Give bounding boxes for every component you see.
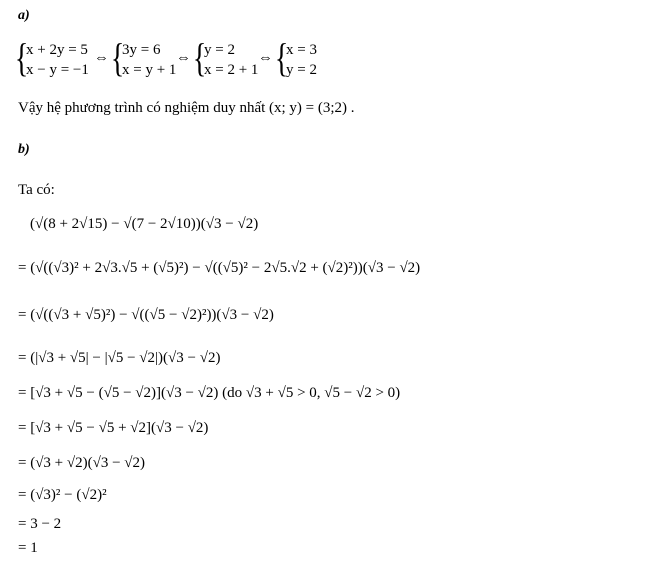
equivalence-symbol: ⇔	[176, 50, 191, 66]
system-2-row-1: 3y = 6	[122, 42, 161, 58]
system-4	[274, 35, 334, 82]
step-8: = (√3)² − (√2)²	[18, 487, 107, 503]
system-3-row-2: x = 2 + 1	[204, 62, 259, 78]
step-2: = (√((√3)² + 2√3.√5 + (√5)²) − √((√5)² − 2√5.√2 + (√2)²))(√3 − √2)	[18, 260, 421, 276]
part-b-label: b)	[18, 142, 30, 157]
step-10: = 1	[18, 540, 38, 556]
part-b-intro: Ta có:	[18, 182, 55, 198]
equivalence-symbol: ⇔	[258, 50, 273, 66]
system-4-row-1: x = 3	[286, 42, 317, 58]
brace-icon: {	[14, 35, 29, 80]
brace-icon: {	[192, 35, 207, 80]
system-2-row-2: x = y + 1	[122, 62, 177, 78]
equivalence-symbol: ⇔	[94, 50, 109, 66]
system-1-row-2: x − y = −1	[26, 62, 89, 78]
system-3-row-1: y = 2	[204, 42, 235, 58]
step-5: = [√3 + √5 − (√5 − √2)](√3 − √2) (do √3 + √5 > 0, √5 − √2 > 0)	[18, 385, 401, 401]
brace-icon: {	[274, 35, 289, 80]
step-1: (√(8 + 2√15) − √(7 − 2√10))(√3 − √2)	[30, 216, 259, 232]
step-4: = (|√3 + √5| − |√5 − √2|)(√3 − √2)	[18, 350, 221, 366]
step-7: = (√3 + √2)(√3 − √2)	[18, 455, 146, 471]
step-9: = 3 − 2	[18, 516, 62, 532]
step-3: = (√((√3 + √5)²) − √((√5 − √2)²))(√3 − √2)	[18, 307, 274, 323]
part-a-label: a)	[18, 8, 30, 23]
system-4-row-2: y = 2	[286, 62, 317, 78]
system-1-row-1: x + 2y = 5	[26, 42, 88, 58]
part-a-conclusion: Vậy hệ phương trình có nghiệm duy nhất (x; y) = (3;2) .	[18, 100, 355, 116]
step-6: = [√3 + √5 − √5 + √2](√3 − √2)	[18, 420, 209, 436]
brace-icon: {	[110, 35, 125, 80]
